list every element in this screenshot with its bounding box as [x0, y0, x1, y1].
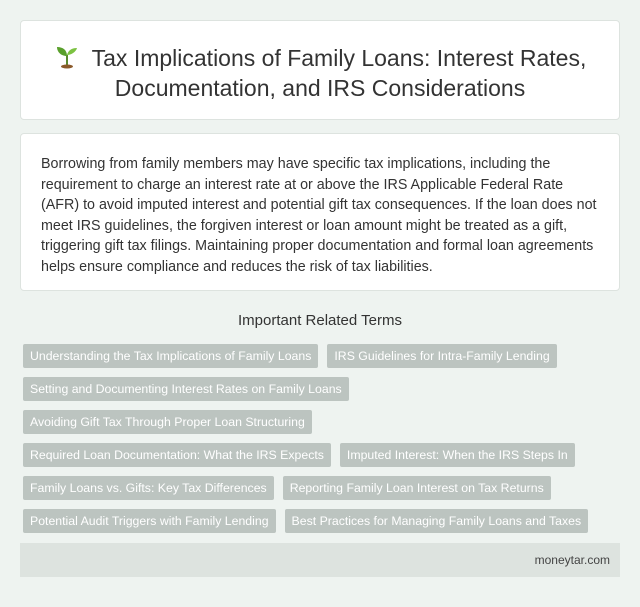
- related-term-tag[interactable]: Reporting Family Loan Interest on Tax Returns: [283, 476, 551, 500]
- intro-card: [20, 133, 620, 291]
- related-term-tag[interactable]: Setting and Documenting Interest Rates on Family Loans: [23, 377, 349, 401]
- page-title: [21, 43, 619, 103]
- footer-site-link[interactable]: moneytar.com: [534, 553, 610, 567]
- related-term-tag[interactable]: Required Loan Documentation: What the IRS Expects: [23, 443, 331, 467]
- related-term-tag[interactable]: IRS Guidelines for Intra-Family Lending: [327, 344, 556, 368]
- related-term-tag[interactable]: Imputed Interest: When the IRS Steps In: [340, 443, 575, 467]
- related-term-tag[interactable]: Best Practices for Managing Family Loans and Taxes: [285, 509, 589, 533]
- related-term-tag[interactable]: Potential Audit Triggers with Family Lending: [23, 509, 276, 533]
- footer: [20, 543, 620, 577]
- related-terms-list: [23, 344, 623, 533]
- title-card: [20, 20, 620, 120]
- intro-text: Borrowing from family members may have specific tax implications, including the requirement to charge an interest rate at or above the IRS Applicable Federal Rate (AFR) to avoid imputed interest and potential gift tax consequences. If the loan does not meet IRS guidelines, the forgiven interest or loan amount might be treated as a gift, triggering gift tax filings. Maintaining proper documentation and formal loan agreements helps ensure compliance and reduces the risk of tax liabilities.: [41, 156, 597, 275]
- sprout-icon: [54, 43, 80, 69]
- related-term-tag[interactable]: Family Loans vs. Gifts: Key Tax Differences: [23, 476, 274, 500]
- related-terms-heading: Important Related Terms: [238, 312, 402, 329]
- page-title-text: Tax Implications of Family Loans: Interest Rates, Documentation, and IRS Considerations: [91, 45, 587, 101]
- related-term-tag[interactable]: Understanding the Tax Implications of Family Loans: [23, 344, 318, 368]
- related-term-tag[interactable]: Avoiding Gift Tax Through Proper Loan Structuring: [23, 410, 312, 434]
